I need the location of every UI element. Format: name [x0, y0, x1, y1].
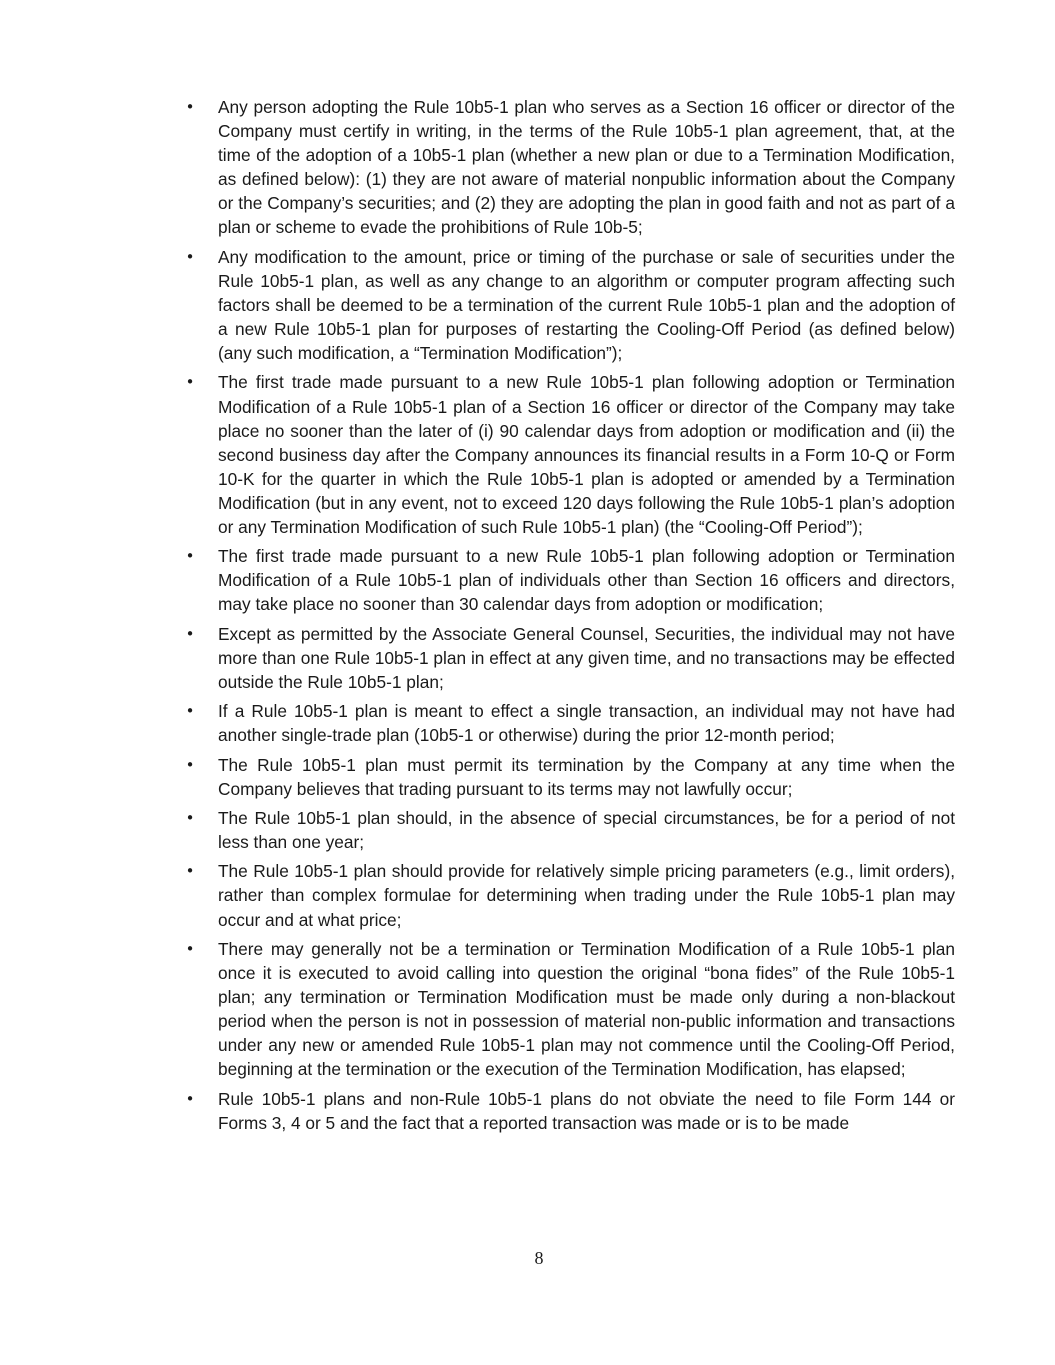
list-item [183, 753, 955, 801]
bullet-icon: • [185, 755, 195, 774]
bullet-icon: • [185, 702, 195, 721]
bullet-icon: • [185, 247, 195, 266]
bullet-icon: • [185, 624, 195, 643]
bullet-icon: • [185, 808, 195, 827]
bullet-icon: • [185, 547, 195, 566]
bullet-icon: • [185, 373, 195, 392]
bullet-text: Any person adopting the Rule 10b5-1 plan who serves as a Section 16 officer or director of the Company must certify in writing, in the terms of the Rule 10b5-1 plan agreement, that, at the time of the adoption of a 10b5-1 plan (whether a new plan or due to a Termination Modification, as defined below): (1) they are not aware of material nonpublic information about the Company or the Company’s securities; and (2) they are adopting the plan in good faith and not as part of a plan or scheme to evade the prohibitions of Rule 10b-5; [218, 97, 955, 238]
bullet-text: The first trade made pursuant to a new Rule 10b5-1 plan following adoption or Termination Modification of a Rule 10b5-1 plan of individuals other than Section 16 officers and directors, may take place no sooner than 30 calendar days from adoption or modification; [218, 546, 955, 615]
policy-bullet-list [183, 95, 955, 1140]
bullet-text: The Rule 10b5-1 plan should, in the absence of special circumstances, be for a period of not less than one year; [218, 807, 955, 853]
list-item [183, 544, 955, 616]
bullet-text: Rule 10b5-1 plans and non-Rule 10b5-1 plans do not obviate the need to file Form 144 or Forms 3, 4 or 5 and the fact that a reported transaction was made or is to be made [218, 1088, 955, 1133]
bullet-text: Except as permitted by the Associate General Counsel, Securities, the individual may not have more than one Rule 10b5-1 plan in effect at any given time, and no transactions may be effected outside the Rule 10b5-1 plan; [218, 623, 955, 692]
bullet-text: There may generally not be a termination or Termination Modification of a Rule 10b5-1 plan once it is executed to avoid calling into question the original “bona fides” of the Rule 10b5-1 plan; any termination or Termination Modification must be made only during a non-blackout period when the person is not in possession of material non-public information and transactions under any new or amended Rule 10b5-1 plan may not commence until the Cooling-Off Period, beginning at the termination or the execution of the Termination Modification, has elapsed; [218, 938, 955, 1080]
list-item [183, 245, 955, 365]
bullet-text: If a Rule 10b5-1 plan is meant to effect a single transaction, an individual may not have had another single-trade plan (10b5-1 or otherwise) during the prior 12-month period; [218, 701, 955, 746]
bullet-text: The Rule 10b5-1 plan should provide for relatively simple pricing parameters (e.g., limit orders), rather than complex formulae for determining when trading under the Rule 10b5-1 plan may occur and at what price; [218, 861, 955, 930]
list-item [183, 699, 955, 747]
list-item [183, 806, 955, 854]
list-item [183, 95, 955, 240]
list-item [183, 937, 955, 1082]
bullet-text: The Rule 10b5-1 plan must permit its termination by the Company at any time when the Company believes that trading pursuant to its terms may not lawfully occur; [218, 754, 955, 799]
page-number: 8 [534, 1248, 544, 1268]
list-item [183, 622, 955, 694]
bullet-icon: • [185, 939, 195, 958]
list-item [183, 370, 955, 539]
bullet-icon: • [185, 1089, 195, 1108]
list-item [183, 1087, 955, 1135]
bullet-icon: • [185, 98, 195, 116]
bullet-text: The first trade made pursuant to a new Rule 10b5-1 plan following adoption or Termination Modification of a Rule 10b5-1 plan of a Section 16 officer or director of the Company may take place no sooner than the later of (i) 90 calendar days from adoption or modification and (ii) the second business day after the Company announces its financial results in a Form 10-Q or Form 10-K for the quarter in which the Rule 10b5-1 plan is adopted or amended by a Termination Modification (but in any event, not to exceed 120 days following the Rule 10b5-1 plan’s adoption or any Termination Modification of such Rule 10b5-1 plan) (the “Cooling-Off Period”); [218, 372, 955, 537]
bullet-icon: • [185, 862, 195, 881]
list-item [183, 859, 955, 931]
bullet-text: Any modification to the amount, price or timing of the purchase or sale of securities under the Rule 10b5-1 plan, as well as any change to an algorithm or computer program affecting such factors shall be deemed to be a termination of the current Rule 10b5-1 plan and the adoption of a new Rule 10b5-1 plan for purposes of restarting the Cooling-Off Period (as defined below) (any such modification, a “Termination Modification”); [218, 246, 955, 364]
